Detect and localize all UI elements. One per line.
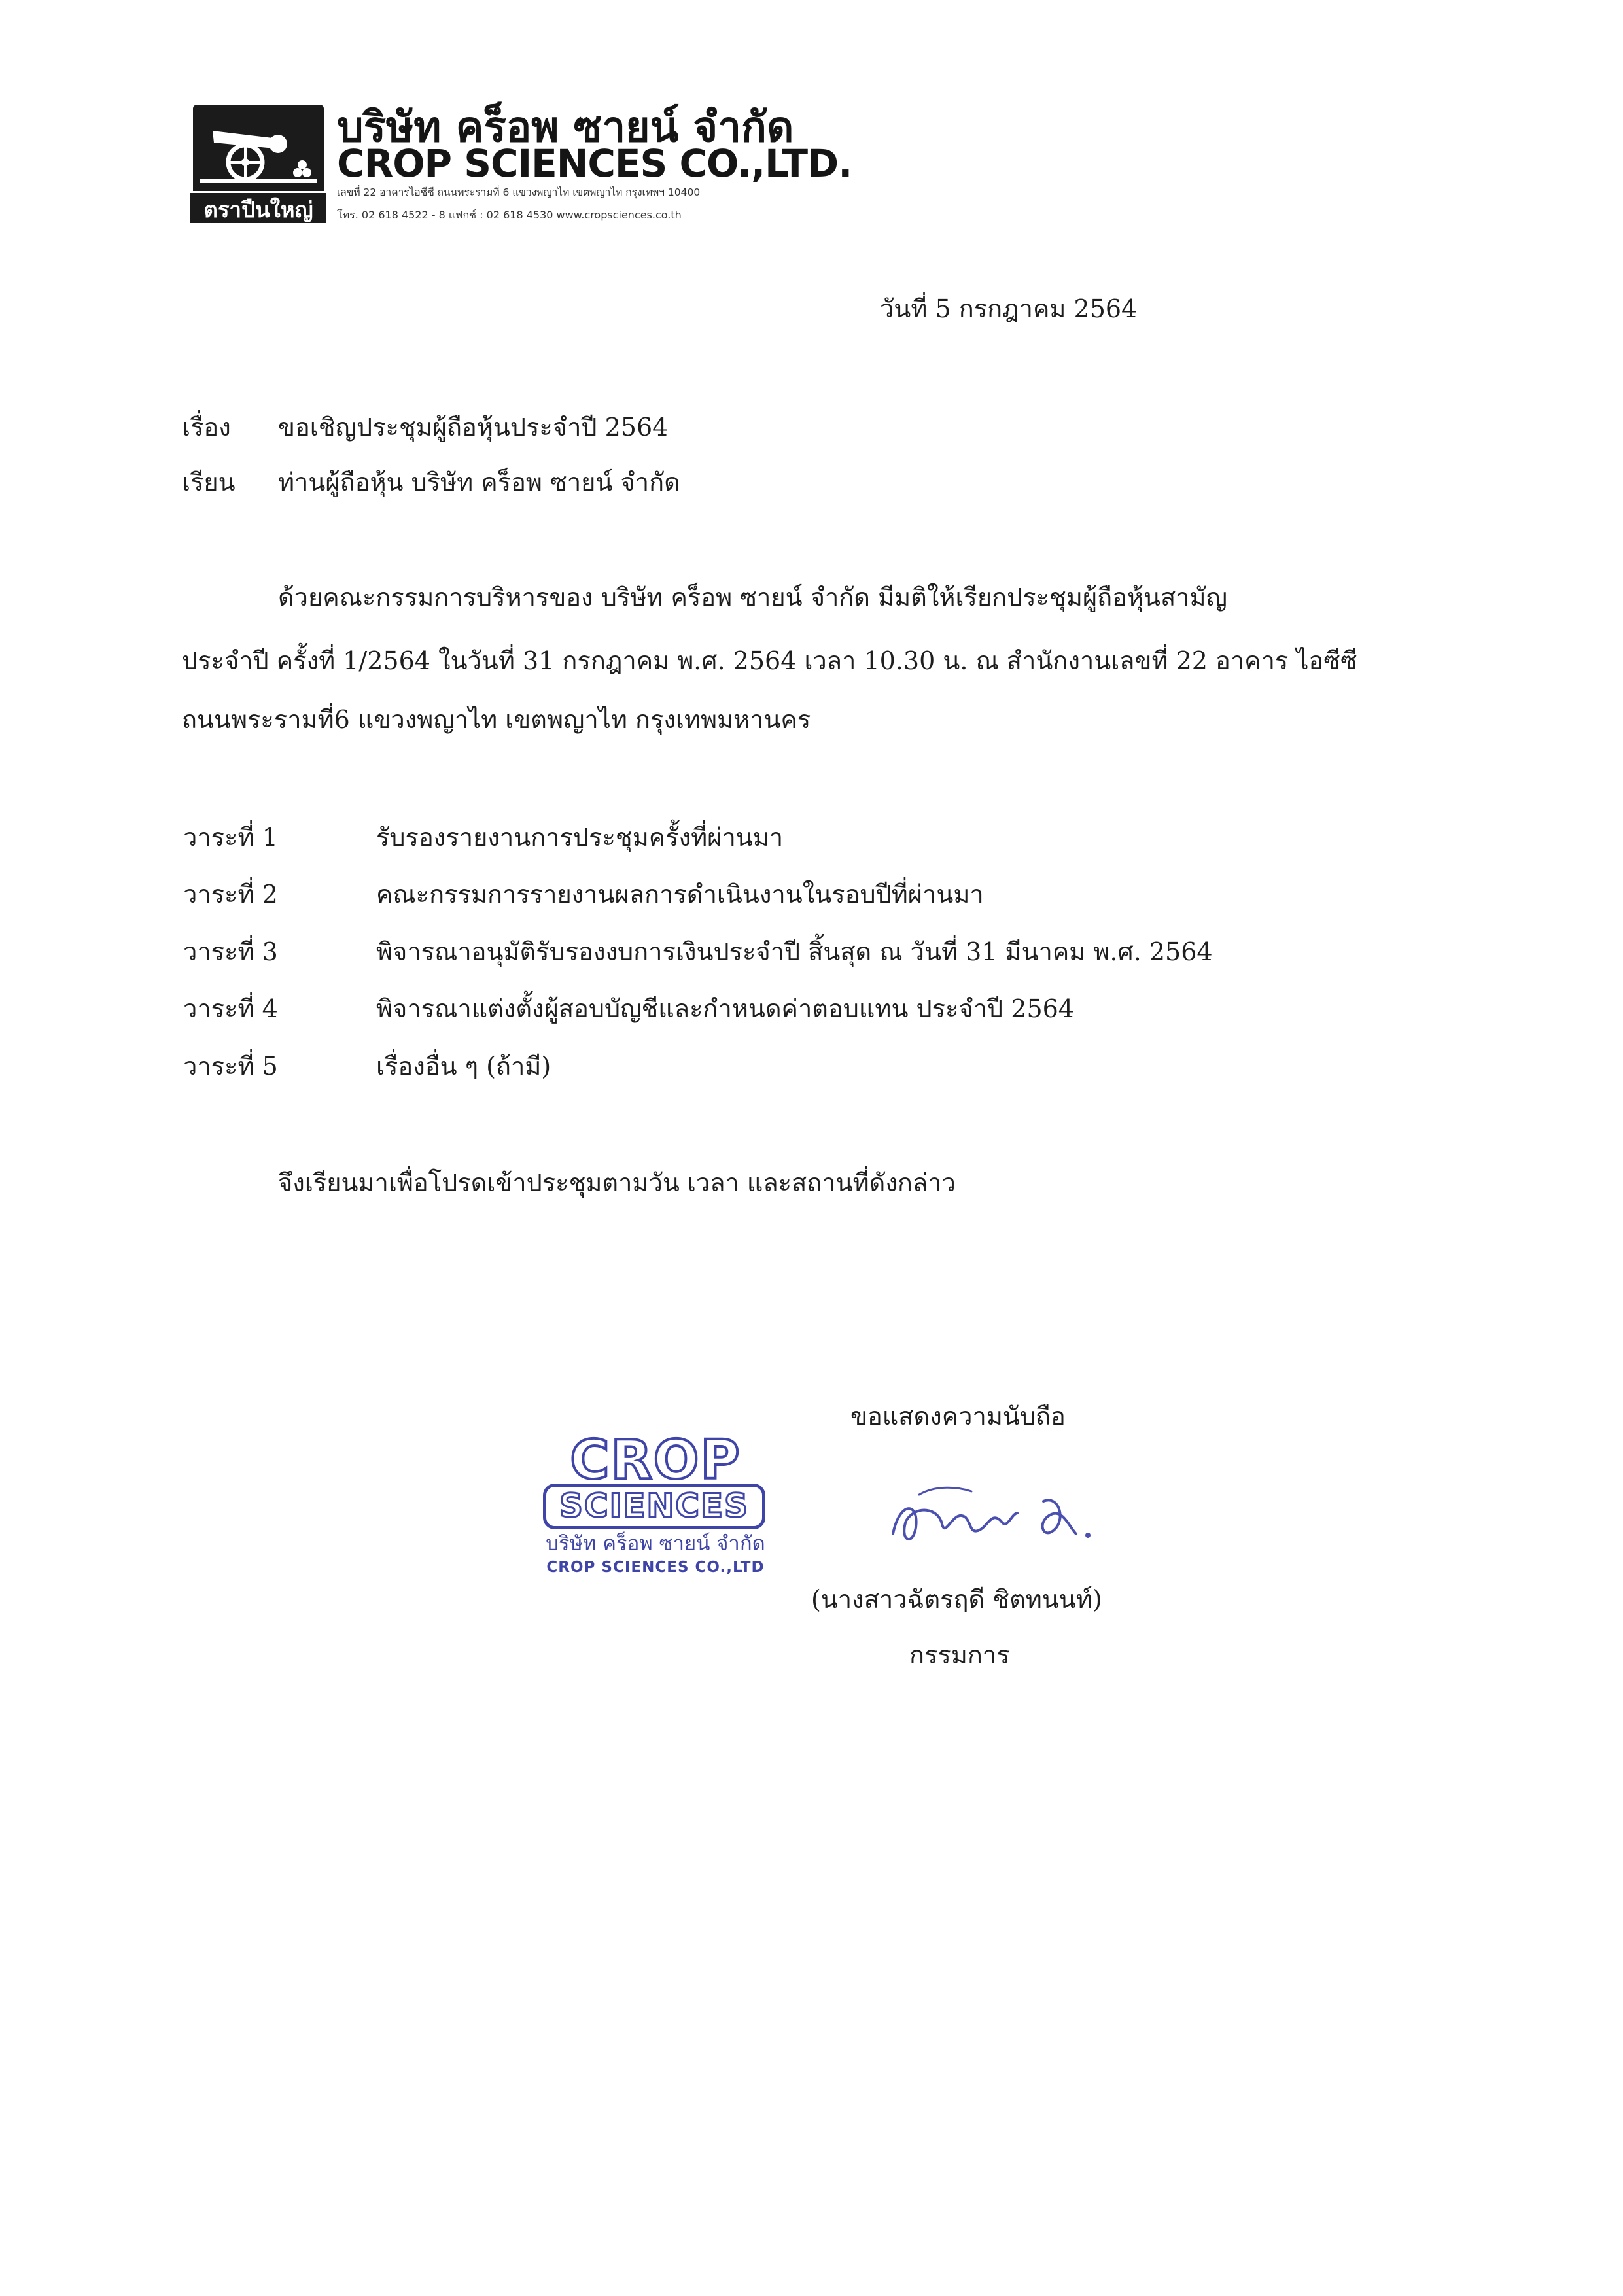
body-line: ด้วยคณะกรรมการบริหารของ บริษัท คร็อพ ซายน์ จำกัด มีมติให้เรียกประชุมผู้ถือหุ้นสามัญ — [278, 583, 1227, 612]
company-address: เลขที่ 22 อาคารไอซีซี ถนนพระรามที่ 6 แขวงพญาไท เขตพญาไท กรุงเทพฯ 10400 — [337, 186, 701, 198]
agenda-label: วาระที่ 2 — [183, 880, 278, 909]
stamp-english-name: CROP SCIENCES CO.,LTD — [546, 1559, 765, 1576]
company-name-thai: บริษัท คร็อพ ซายน์ จำกัด — [337, 103, 794, 152]
cannon-icon — [200, 111, 317, 190]
agenda-text: เรื่องอื่น ๆ (ถ้ามี) — [376, 1052, 551, 1081]
letter-date: วันที่ 5 กรกฎาคม 2564 — [880, 294, 1138, 323]
stamp-crop-text: CROP — [570, 1429, 741, 1491]
agenda-label: วาระที่ 3 — [183, 937, 278, 966]
agenda-text: คณะกรรมการรายงานผลการดำเนินงานในรอบปีที่ผ่านมา — [376, 880, 984, 909]
signer-name: (นางสาวฉัตรฤดี ชิตทนนท์) — [811, 1585, 1102, 1614]
recipient-label: เรียน — [182, 468, 236, 496]
subject-text: ขอเชิญประชุมผู้ถือหุ้นประจำปี 2564 — [278, 413, 669, 442]
agenda-text: พิจารณาแต่งตั้งผู้สอบบัญชีและกำหนดค่าตอบแทน ประจำปี 2564 — [376, 994, 1074, 1023]
body-line: ถนนพระรามที่6 แขวงพญาไท เขตพญาไท กรุงเทพมหานคร — [182, 705, 811, 734]
agenda-text: พิจารณาอนุมัติรับรองงบการเงินประจำปี สิ้นสุด ณ วันที่ 31 มีนาคม พ.ศ. 2564 — [376, 937, 1213, 966]
closing-line: จึงเรียนมาเพื่อโปรดเข้าประชุมตามวัน เวลา และสถานที่ดังกล่าว — [278, 1168, 956, 1197]
company-contact: โทร. 02 618 4522 - 8 แฟกซ์ : 02 618 4530 www.cropsciences.co.th — [337, 209, 682, 221]
subject-label: เรื่อง — [182, 413, 231, 442]
recipient-text: ท่านผู้ถือหุ้น บริษัท คร็อพ ซายน์ จำกัด — [278, 468, 680, 496]
logo-caption: ตราปืนใหญ่ — [188, 191, 328, 225]
signer-title: กรรมการ — [909, 1641, 1010, 1669]
agenda-label: วาระที่ 5 — [183, 1052, 278, 1081]
regards-line: ขอแสดงความนับถือ — [850, 1402, 1066, 1431]
stamp-thai-name: บริษัท คร็อพ ซายน์ จำกัด — [546, 1532, 765, 1556]
agenda-label: วาระที่ 1 — [183, 823, 278, 852]
agenda-text: รับรองรายงานการประชุมครั้งที่ผ่านมา — [376, 823, 784, 852]
handwritten-signature — [880, 1475, 1102, 1560]
stamp-sciences-text: SCIENCES — [543, 1484, 765, 1529]
agenda-label: วาระที่ 4 — [183, 994, 278, 1023]
company-name-english: CROP SCIENCES CO.,LTD. — [337, 141, 852, 186]
body-line: ประจำปี ครั้งที่ 1/2564 ในวันที่ 31 กรกฎาคม พ.ศ. 2564 เวลา 10.30 น. ณ สำนักงานเลขที่ 22 อาคาร ไอซีซี — [182, 646, 1357, 675]
